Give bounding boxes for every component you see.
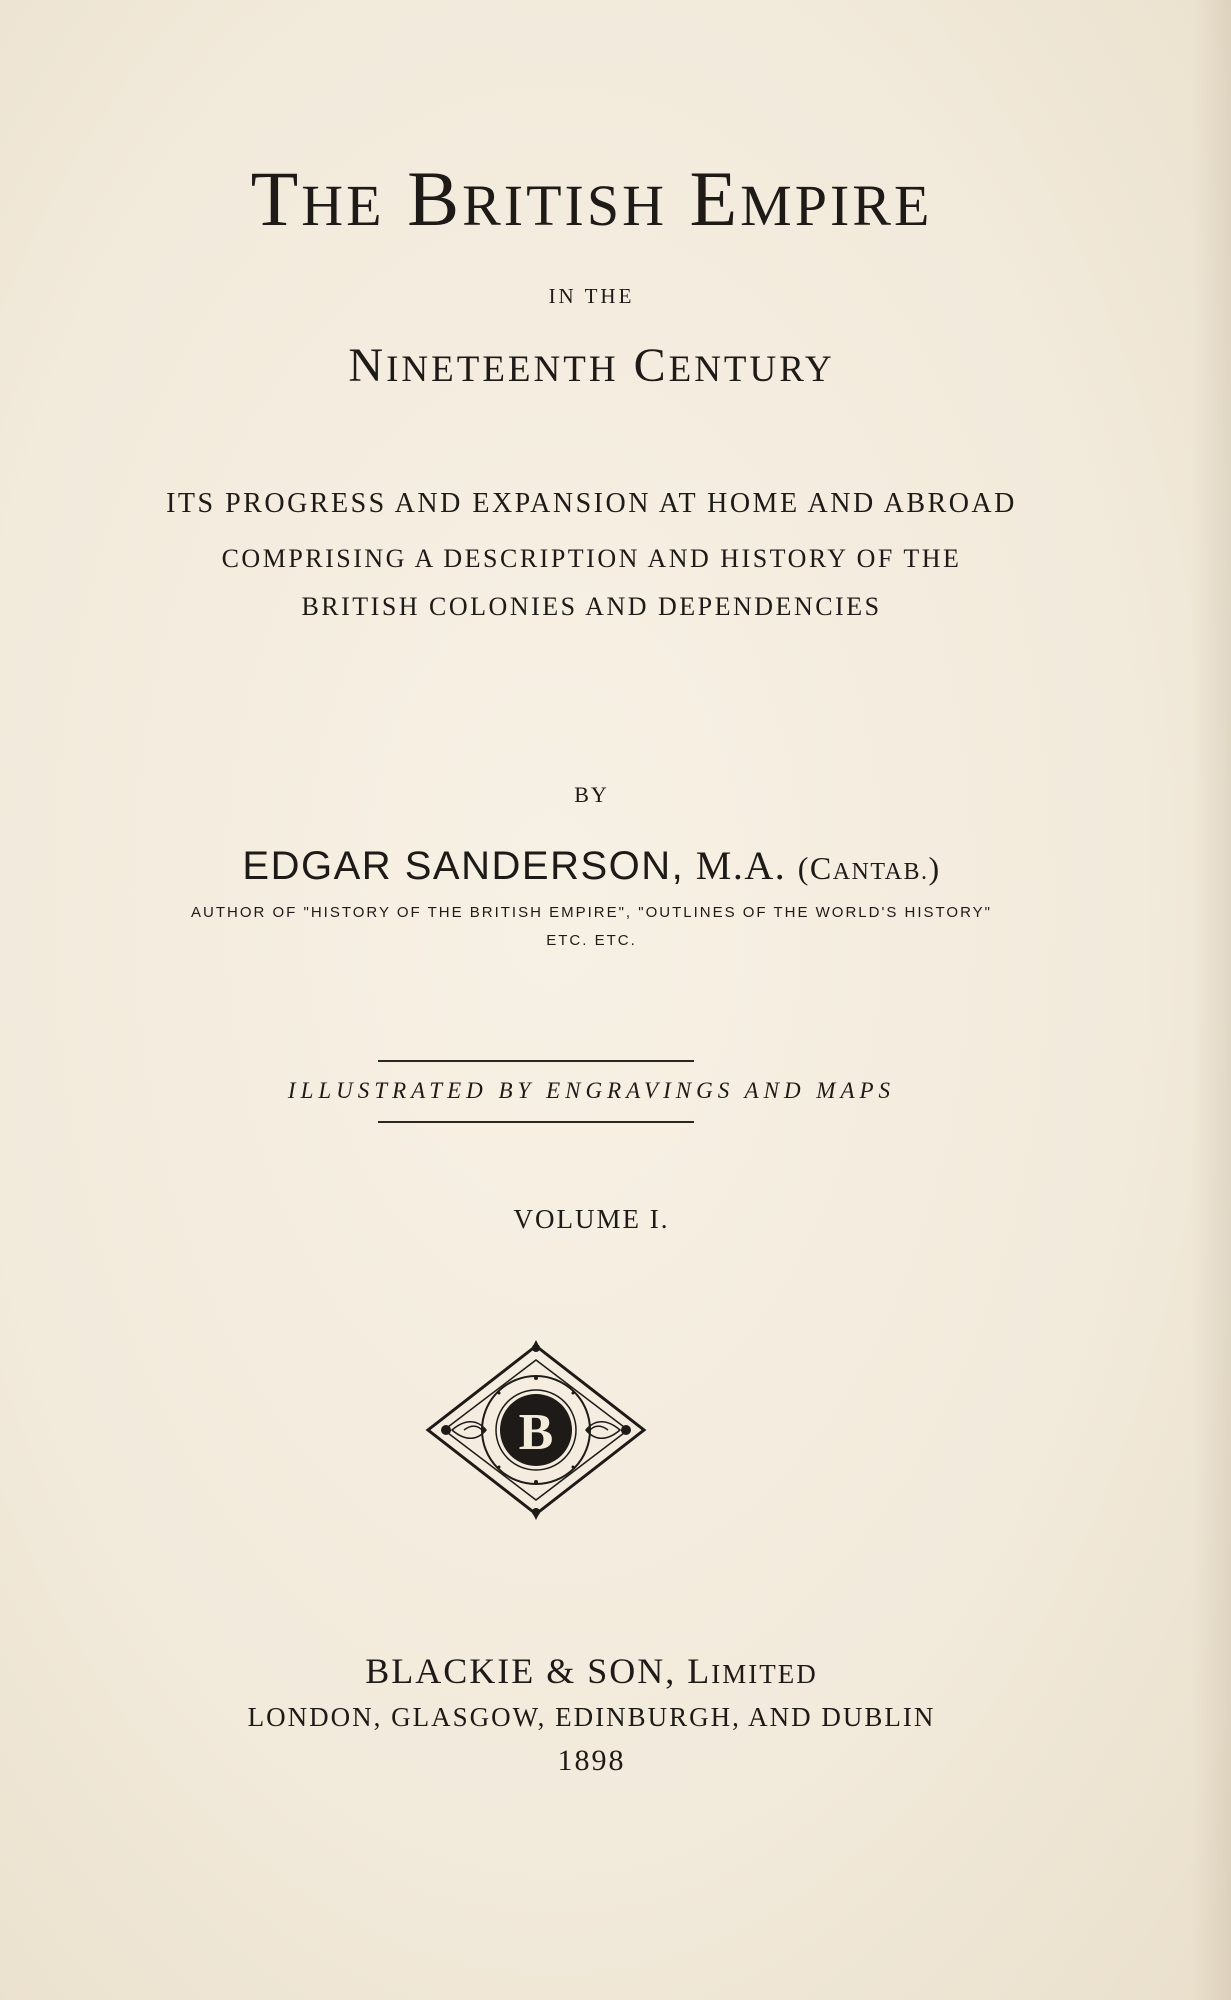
title-word-3-rest: MPIRE [740, 173, 933, 238]
description-line-3: BRITISH COLONIES AND DEPENDENCIES [301, 592, 882, 621]
title-word-3-initial: E [689, 155, 741, 242]
publisher-suffix-initial: L [687, 1651, 712, 1691]
publisher-name-text: BLACKIE & SON, [365, 1651, 677, 1691]
title-word-1-rest: HE [301, 173, 385, 238]
book-title [0, 155, 1231, 242]
subtitle-word-1-rest: INETEENTH [386, 349, 619, 390]
author [0, 842, 1231, 889]
volume-number: VOLUME I. [513, 1204, 670, 1234]
emblem-monogram: B [518, 1404, 554, 1461]
author-name: EDGAR SANDERSON, [242, 844, 685, 888]
subtitle-word-2-initial: C [633, 339, 669, 392]
author-credits-etc: ETC. ETC. [546, 932, 637, 949]
publisher-cities: LONDON, GLASGOW, EDINBURGH, AND DUBLIN [247, 1702, 936, 1732]
description-line-2: COMPRISING A DESCRIPTION AND HISTORY OF THE [221, 544, 962, 573]
in-the-text: IN THE [548, 284, 635, 308]
title-word-2-rest: RITISH [462, 173, 667, 238]
title-connector [0, 284, 1231, 309]
publisher-suffix-rest: IMITED [711, 1659, 818, 1689]
author-cantab: (CANTAB.) [797, 850, 941, 886]
divider-bottom [378, 1121, 694, 1123]
publication-year: 1898 [557, 1744, 626, 1777]
publisher-name [0, 1650, 1231, 1692]
title-word-2-initial: B [407, 155, 463, 242]
author-degree: M.A. [695, 843, 787, 888]
illustrated-note: ILLUSTRATED BY ENGRAVINGS AND MAPS [287, 1078, 896, 1103]
subtitle-word-2-rest: ENTURY [668, 349, 835, 390]
subtitle-word-1-initial: N [348, 339, 387, 392]
publisher-device-icon [416, 1340, 656, 1520]
divider-top [378, 1060, 694, 1062]
by-line: BY [574, 782, 609, 807]
description-line-1: ITS PROGRESS AND EXPANSION AT HOME AND ABROAD [166, 488, 1017, 519]
book-subtitle [0, 338, 1231, 393]
author-credits: AUTHOR OF "HISTORY OF THE BRITISH EMPIRE", "OUTLINES OF THE WORLD'S HISTORY" [191, 904, 992, 921]
title-word-1-initial: T [250, 155, 302, 242]
